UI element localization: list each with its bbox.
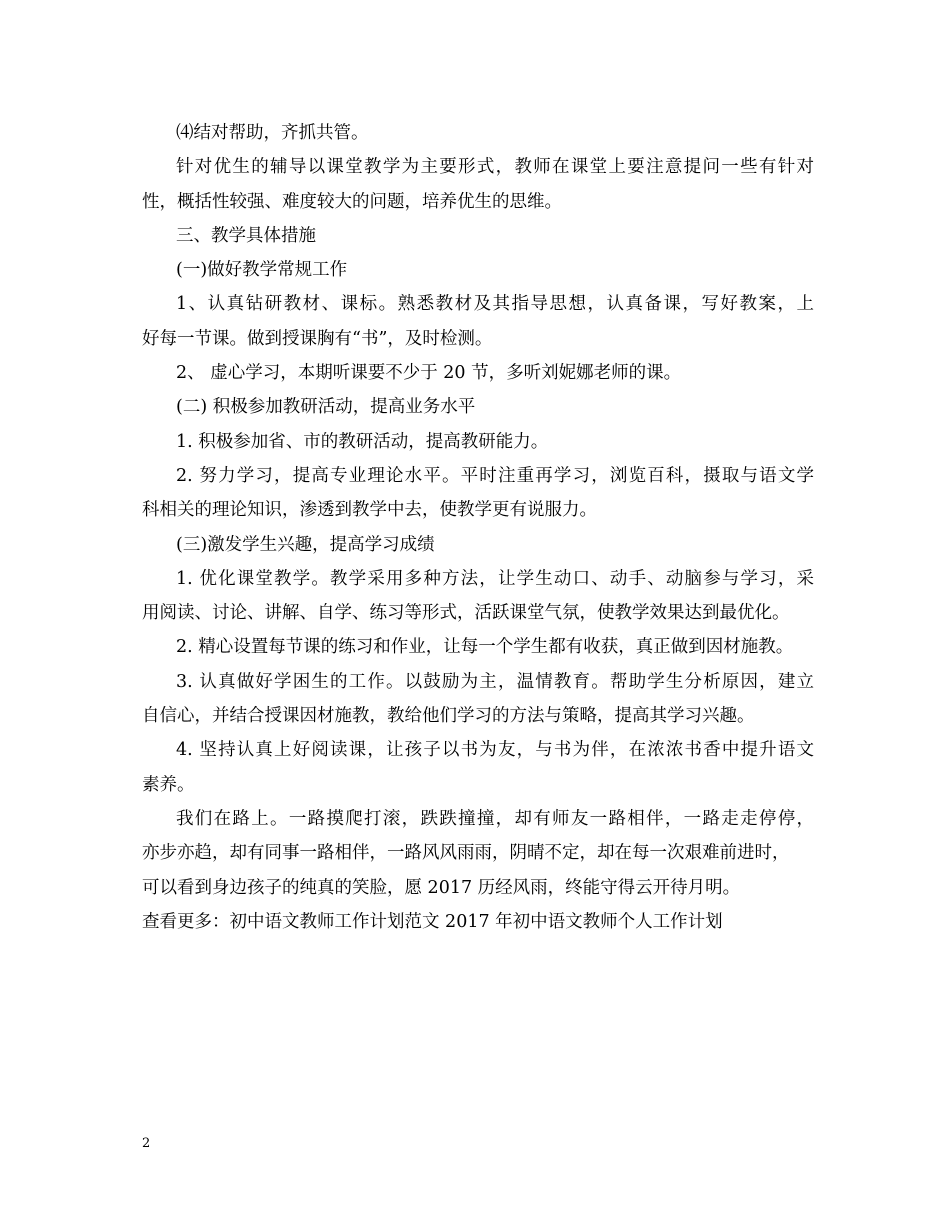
- list-item: 2. 精心设置每节课的练习和作业，让每一个学生都有收获，真正做到因材施教。: [176, 637, 794, 658]
- list-item-pairing: ⑷结对帮助，齐抓共管。: [176, 123, 369, 143]
- list-item: 2、 虚心学习，本期听课要不少于 20 节，多听刘妮娜老师的课。: [176, 363, 682, 384]
- list-item: 3. 认真做好学困生的工作。以鼓励为主，温情教育。帮助学生分析原因，建立: [176, 671, 814, 692]
- subsection-heading: (二) 积极参加教研活动，提高业务水平: [176, 397, 476, 418]
- document-body: [142, 116, 814, 939]
- paragraph-line: 好每一节课。做到授课胸有“书”，及时检测。: [142, 328, 493, 349]
- list-item: 1. 优化课堂教学。教学采用多种方法，让学生动口、动手、动脑参与学习，采: [176, 568, 814, 589]
- subsection-heading: (三)激发学生兴趣，提高学习成绩: [176, 534, 435, 555]
- subsection-heading: (一)做好教学常规工作: [176, 260, 348, 281]
- list-item: 2. 努力学习，提高专业理论水平。平时注重再学习，浏览百科，摄取与语文学: [176, 465, 814, 486]
- paragraph-line: 用阅读、讨论、讲解、自学、练习等形式，活跃课堂气氛，使教学效果达到最优化。: [142, 603, 790, 624]
- see-more-link[interactable]: 查看更多：初中语文教师工作计划范文 2017 年初中语文教师个人工作计划: [142, 911, 723, 932]
- list-item: 4. 坚持认真上好阅读课，让孩子以书为友，与书为伴，在浓浓书香中提升语文: [176, 740, 814, 761]
- paragraph-line: 素养。: [142, 774, 195, 795]
- paragraph-line: 性，概括性较强、难度较大的问题，培养优生的思维。: [142, 191, 562, 212]
- paragraph-line: 亦步亦趋，却有同事一路相伴，一路风风雨雨，阴晴不定，却在每一次艰难前进时，: [142, 843, 790, 864]
- paragraph-line: 我们在路上。一路摸爬打滚，跌跌撞撞，却有师友一路相伴，一路走走停停，: [176, 808, 814, 829]
- paragraph-line: 可以看到身边孩子的纯真的笑脸，愿 2017 历经风雨，终能守得云开待月明。: [142, 877, 741, 898]
- list-item: 1. 积极参加省、市的教研活动，提高教研能力。: [176, 431, 549, 452]
- paragraph-line: 自信心，并结合授课因材施教，教给他们学习的方法与策略，提高其学习兴趣。: [142, 706, 755, 727]
- paragraph-line: 科相关的理论知识，渗透到教学中去，使教学更有说服力。: [142, 500, 597, 521]
- section-heading: 三、教学具体措施: [176, 225, 316, 246]
- list-item: 1、认真钻研教材、课标。熟悉教材及其指导思想，认真备课，写好教案，上: [176, 294, 814, 315]
- page-number: 2: [142, 1136, 151, 1151]
- paragraph-line: 针对优生的辅导以课堂教学为主要形式，教师在课堂上要注意提问一些有针对: [176, 157, 814, 178]
